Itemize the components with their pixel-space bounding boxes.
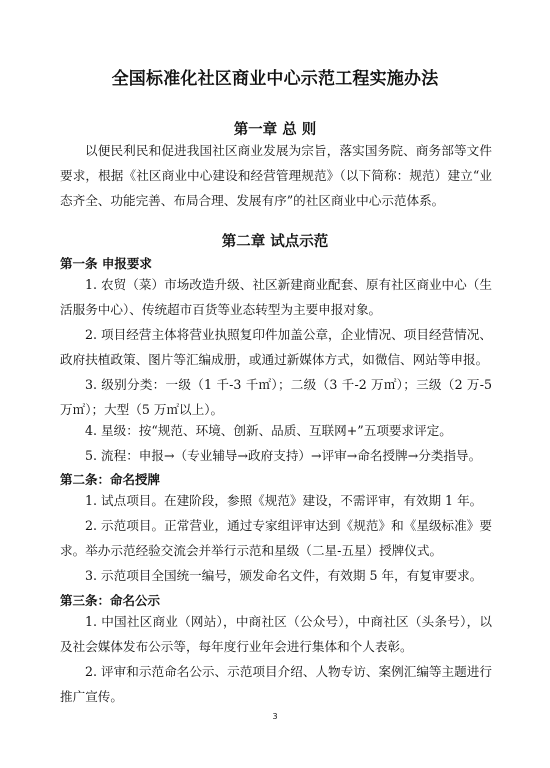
article-1-title: 第一条 申报要求	[60, 256, 152, 271]
article-2-item-2: 2. 示范项目。正常营业，通过专家组评审达到《规范》和《星级标准》要求。举办示范经验交流会并举行示范和星级（二星-五星）授牌仪式。	[60, 518, 492, 558]
article-1-item-2: 2. 项目经营主体将营业执照复印件加盖公章，企业情况、项目经营情况、政府扶植政策、图片等汇编成册，或通过新媒体方式，如微信、网站等申报。	[60, 327, 492, 367]
article-1-item-5: 5. 流程：申报→（专业辅导→政府支持）→评审→命名授牌→分类指导。	[85, 448, 482, 463]
article-3-item-2: 2. 评审和示范命名公示、示范项目介绍、人物专访、案例汇编等主题进行推广宣传。	[60, 664, 492, 704]
article-1-item-3: 3. 级别分类：一级（1 千-3 千㎡）；二级（3 千-2 万㎡）；三级（2 万-5 万㎡）；大型（5 万㎡以上）。	[60, 377, 492, 417]
article-3-item-1: 1. 中国社区商业（网站），中商社区（公众号），中商社区（头条号），以及社会媒体发布公示等，每年度行业年会进行集体和个人表彰。	[60, 614, 492, 654]
article-2-item-1: 1. 试点项目。在建阶段，参照《规范》建设，不需评审，有效期 1 年。	[85, 493, 483, 508]
article-1-item-4: 4. 星级：按“规范、环境、创新、品质、互联网+”五项要求评定。	[85, 423, 452, 438]
page-number: 3	[272, 712, 278, 721]
chapter-2-title: 第二章 试点示范	[221, 234, 329, 250]
article-2-item-3: 3. 示范项目全国统一编号，颁发命名文件，有效期 5 年，有复审要求。	[85, 568, 483, 583]
article-2-title: 第二条：命名授牌	[60, 472, 161, 487]
article-3-title: 第三条：命名公示	[60, 593, 161, 608]
document-title: 全国标准化社区商业中心示范工程实施办法	[111, 69, 439, 89]
chapter-1-title: 第一章 总 则	[233, 122, 317, 138]
article-1-item-1: 1. 农贸（菜）市场改造升级、社区新建商业配套、原有社区商业中心（生活服务中心）、传统超市百货等业态转型为主要申报对象。	[60, 277, 492, 317]
chapter-1-paragraph: 以便民利民和促进我国社区商业发展为宗旨，落实国务院、商务部等文件要求，根据《社区商业中心建设和经营管理规范》（以下简称：规范）建立“业态齐全、功能完善、布局合理、发展有序”的社区商业中心示范体系。	[60, 143, 492, 208]
